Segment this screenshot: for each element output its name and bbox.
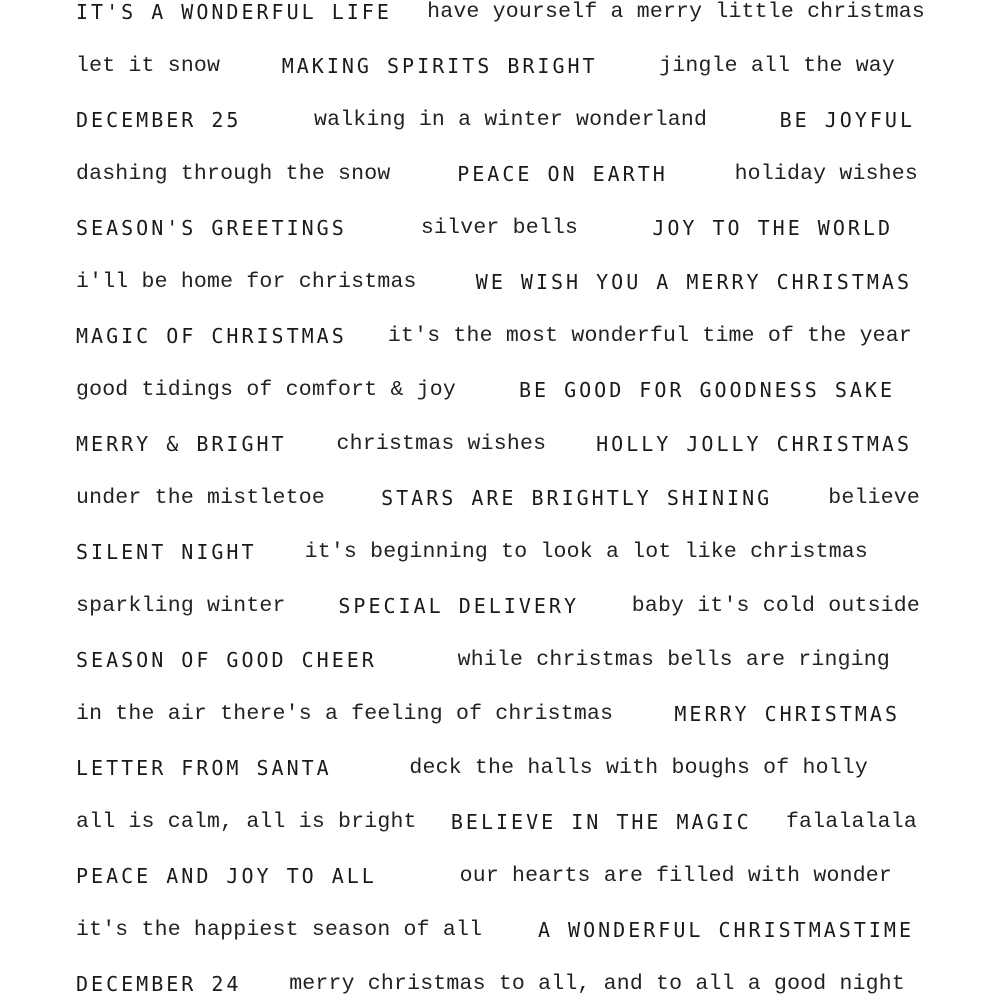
phrase: SPECIAL DELIVERY — [338, 594, 580, 618]
phrase: holiday wishes — [734, 162, 918, 186]
phrase: BE JOYFUL — [779, 108, 915, 132]
phrase: HOLLY JOLLY CHRISTMAS — [596, 432, 912, 456]
phrase: let it snow — [76, 54, 221, 78]
phrase: MAKING SPIRITS BRIGHT — [281, 54, 598, 78]
phrase: have yourself a merry little christmas — [427, 0, 925, 24]
phrase-row — [76, 861, 892, 891]
phrase: MAGIC OF CHRISTMAS — [76, 324, 347, 348]
phrase-row — [76, 105, 915, 135]
phrase: sparkling winter — [76, 594, 286, 618]
phrase-row — [76, 267, 912, 297]
phrase-row — [76, 645, 890, 675]
phrase-row — [76, 699, 900, 729]
phrase-row — [76, 969, 905, 999]
phrase: PEACE ON EARTH — [457, 162, 668, 186]
phrase: SILENT NIGHT — [76, 540, 257, 564]
phrase: JOY TO THE WORLD — [652, 216, 893, 240]
phrase: under the mistletoe — [76, 486, 325, 510]
phrase: SEASON OF GOOD CHEER — [76, 648, 377, 672]
phrase: i'll be home for christmas — [76, 270, 417, 294]
phrase-row — [76, 537, 868, 567]
phrase: merry christmas to all, and to all a good night — [289, 972, 905, 996]
phrase: A WONDERFUL CHRISTMASTIME — [537, 918, 914, 942]
phrase-row — [76, 51, 895, 81]
phrase: while christmas bells are ringing — [457, 648, 890, 672]
phrase: it's the happiest season of all — [76, 918, 483, 942]
phrase: all is calm, all is bright — [76, 810, 417, 834]
phrase: IT'S A WONDERFUL LIFE — [76, 0, 392, 24]
phrase: dashing through the snow — [76, 162, 391, 186]
phrase: BE GOOD FOR GOODNESS SAKE — [518, 378, 895, 402]
phrase-row — [76, 0, 925, 27]
phrase: good tidings of comfort & joy — [76, 378, 456, 402]
phrase: STARS ARE BRIGHTLY SHINING — [381, 486, 773, 510]
phrase: in the air there's a feeling of christmas — [76, 702, 614, 726]
phrase: DECEMBER 25 — [76, 108, 242, 132]
phrase-row — [76, 375, 895, 405]
phrase: it's the most wonderful time of the year — [387, 324, 912, 348]
phrase-row — [76, 591, 920, 621]
phrase: deck the halls with boughs of holly — [409, 756, 868, 780]
phrase-row — [76, 483, 920, 513]
phrase-row — [76, 321, 912, 351]
phrase: SEASON'S GREETINGS — [76, 216, 347, 240]
phrase: jingle all the way — [659, 54, 895, 78]
phrase: DECEMBER 24 — [76, 972, 242, 996]
phrase-row — [76, 159, 918, 189]
phrase-row — [76, 915, 914, 945]
phrase-row — [76, 807, 917, 837]
phrase: falalalala — [785, 810, 917, 834]
phrase: silver bells — [420, 216, 579, 240]
phrase-row — [76, 753, 868, 783]
phrase: PEACE AND JOY TO ALL — [76, 864, 377, 888]
phrase: baby it's cold outside — [631, 594, 920, 618]
phrase: walking in a winter wonderland — [314, 108, 708, 132]
phrase-row — [76, 429, 912, 459]
phrase: LETTER FROM SANTA — [76, 756, 332, 780]
phrase: BELIEVE IN THE MAGIC — [450, 810, 752, 834]
phrase: MERRY CHRISTMAS — [674, 702, 900, 726]
phrase: believe — [828, 486, 920, 510]
phrase: WE WISH YOU A MERRY CHRISTMAS — [475, 270, 912, 294]
phrase: MERRY & BRIGHT — [76, 432, 287, 456]
phrase: it's beginning to look a lot like christmas — [304, 540, 868, 564]
phrase-row — [76, 213, 893, 243]
phrase: our hearts are filled with wonder — [459, 864, 892, 888]
phrase: christmas wishes — [336, 432, 547, 456]
